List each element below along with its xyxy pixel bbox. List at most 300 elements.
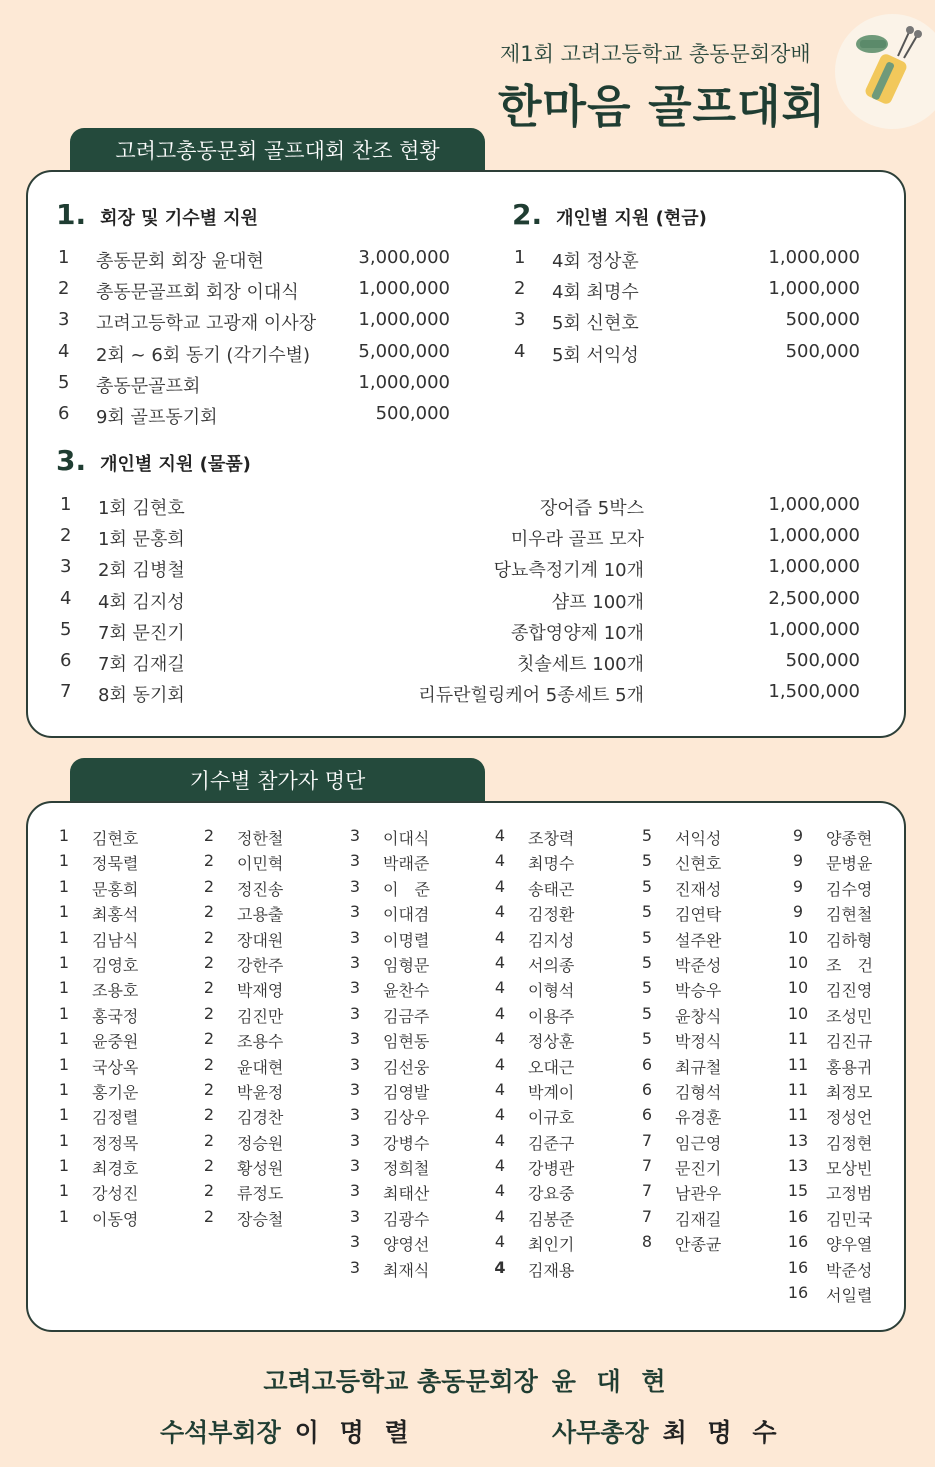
participant-generation: 3 [349,902,361,922]
sponsor-row [514,341,860,365]
participant-generation: 6 [641,1105,653,1125]
participant-generation: 4 [494,1156,506,1176]
section-3-number: 3. [56,444,87,477]
row-amount: 500,000 [785,309,860,331]
participant-name: 김정렬 [92,1108,139,1128]
row-number: 6 [58,403,70,424]
participant-name: 임형문 [383,955,430,975]
participant-name: 박정식 [675,1032,722,1052]
row-name: 1회 김현호 [98,498,185,519]
row-item: 장어즙 5박스 [539,498,644,519]
participant-generation: 2 [203,1206,215,1226]
participant-name: 정묵렬 [92,854,139,874]
row-name: 2회 ~ 6회 동기 (각기수별) [96,344,311,366]
row-amount: 1,000,000 [768,525,860,547]
participant-name: 류정도 [237,1184,284,1204]
row-number: 4 [514,340,526,362]
participant-generation: 4 [494,927,506,947]
participant-generation: 10 [787,952,809,972]
participant-generation: 11 [787,1079,809,1099]
sponsor-row [58,403,450,427]
row-amount: 5,000,000 [358,340,450,362]
participant-name: 김연탁 [675,905,722,925]
participant-generation: 13 [787,1130,809,1150]
participant-generation: 9 [792,851,804,871]
participant-name: 박승우 [675,981,722,1001]
participant-name: 고정범 [826,1184,873,1204]
row-number: 2 [514,278,526,300]
participant-generation: 16 [787,1206,809,1226]
participant-generation: 3 [349,876,361,896]
participant-name: 윤찬수 [383,981,430,1001]
participant-generation: 4 [494,851,506,871]
sponsor-row [58,372,450,396]
participant-name: 이대식 [383,829,430,848]
row-number: 3 [514,309,526,331]
participant-name: 임현동 [383,1032,430,1052]
participant-name: 윤창식 [675,1006,722,1026]
participant-name: 윤중원 [92,1032,139,1052]
donation-row [60,650,860,674]
vice-president-signature [160,1413,415,1449]
participant-name: 홍국정 [92,1006,139,1026]
sponsor-row [514,247,860,271]
participant-name: 김영호 [92,955,139,975]
participant-generation: 2 [203,927,215,947]
row-name: 2회 김병철 [98,560,185,582]
participant-name: 최명수 [528,854,575,874]
participant-name: 송태곤 [528,879,575,899]
donation-row [60,681,860,705]
participant-name: 김현호 [92,829,139,848]
participant-name: 홍용귀 [826,1057,873,1077]
participant-generation: 7 [641,1130,653,1150]
participant-generation: 4 [494,1257,506,1277]
row-amount: 1,000,000 [768,494,860,515]
row-name: 1회 문홍희 [98,529,185,551]
participant-generation: 3 [349,927,361,947]
participant-name: 최규철 [675,1057,722,1077]
participant-generation: 3 [349,1003,361,1023]
row-item: 칫솔세트 100개 [516,654,644,675]
sponsor-panel [26,170,906,738]
section-3-label: 개인별 지원 (물품) [100,454,251,475]
row-item: 샴프 100개 [551,591,644,613]
participant-name: 홍기운 [92,1082,139,1102]
participant-generation: 4 [494,902,506,922]
participant-generation: 1 [58,1079,70,1099]
participant-name: 조창력 [528,829,575,848]
event-title: 한마음 골프대회 [498,80,826,133]
participant-generation: 3 [349,1054,361,1074]
participant-generation: 2 [203,978,215,998]
participant-name: 김하형 [826,930,873,950]
participant-generation: 5 [641,876,653,896]
participant-name: 김경찬 [237,1108,284,1128]
participant-generation: 4 [494,978,506,998]
participant-generation: 4 [494,1054,506,1074]
participant-generation: 5 [641,952,653,972]
row-number: 1 [60,494,72,515]
participant-generation: 1 [58,927,70,947]
secretary-general-name: 최 명 수 [662,1418,783,1447]
participant-name: 김금주 [383,1006,430,1026]
row-amount: 1,500,000 [768,681,860,703]
participant-name: 모상빈 [826,1159,873,1179]
participant-generation: 3 [349,851,361,871]
participant-generation: 7 [641,1181,653,1201]
participant-name: 김재용 [528,1260,575,1280]
participant-name: 최경호 [92,1159,139,1179]
participant-name: 이규호 [528,1108,575,1128]
row-number: 4 [58,340,70,362]
participant-name: 조용수 [237,1032,284,1052]
participant-name: 문홍희 [92,879,139,899]
participant-generation: 1 [58,1029,70,1049]
section-2-label: 개인별 지원 (현금) [556,208,707,229]
participant-name: 이용주 [528,1006,575,1026]
row-name: 총동문골프회 [96,375,201,397]
participant-name: 문병윤 [826,854,873,874]
row-name: 4회 최명수 [552,282,639,304]
participant-generation: 4 [494,1130,506,1150]
participant-name: 김현철 [826,905,873,925]
participant-generation: 5 [641,1003,653,1023]
row-number: 6 [60,650,72,671]
section-2-heading [512,198,707,231]
participant-name: 박윤정 [237,1082,284,1102]
participant-name: 김정현 [826,1133,873,1153]
vice-president-title: 수석부회장 [160,1418,281,1447]
participant-name: 강한주 [237,955,284,975]
participant-generation: 2 [203,1003,215,1023]
participant-name: 이동영 [92,1209,139,1229]
participant-generation: 5 [641,902,653,922]
section-2-number: 2. [512,198,543,231]
row-amount: 500,000 [785,650,860,671]
participant-generation: 3 [349,1156,361,1176]
participant-name: 정승원 [237,1133,284,1153]
participant-name: 이형석 [528,981,575,1001]
participant-name: 조성민 [826,1006,873,1026]
participant-name: 최태산 [383,1184,430,1204]
participant-name: 김정환 [528,905,575,925]
participant-generation: 2 [203,876,215,896]
participant-generation: 3 [349,1105,361,1125]
participant-name: 김민국 [826,1209,873,1229]
row-amount: 500,000 [785,340,860,362]
row-name: 고려고등학교 고광재 이사장 [96,313,317,335]
participant-name: 강병수 [383,1133,430,1153]
participant-generation: 4 [494,1232,506,1252]
row-amount: 2,500,000 [768,587,860,609]
participant-generation: 4 [494,952,506,972]
participant-name: 남관우 [675,1184,722,1204]
participant-name: 장대원 [237,930,284,950]
participant-name: 김광수 [383,1209,430,1229]
president-title: 고려고등학교 총동문회장 [263,1367,538,1396]
participant-name: 이 준 [383,879,430,899]
participant-generation: 9 [792,876,804,896]
participant-name: 김형석 [675,1082,722,1102]
participant-generation: 2 [203,1156,215,1176]
participant-name: 김준구 [528,1133,575,1153]
participant-generation: 6 [641,1054,653,1074]
row-number: 3 [58,309,70,331]
president-name: 윤 대 현 [551,1367,672,1396]
participant-generation: 1 [58,826,70,845]
sponsor-section-tab: 고려고총동문회 골프대회 찬조 현황 [70,128,485,172]
participant-name: 김진만 [237,1006,284,1026]
row-number: 5 [60,618,72,640]
participant-generation: 2 [203,1079,215,1099]
section-1-label: 회장 및 기수별 지원 [100,208,259,229]
participant-generation: 11 [787,1029,809,1049]
participant-generation: 7 [641,1156,653,1176]
vice-president-name: 이 명 렬 [294,1418,415,1447]
participant-generation: 5 [641,927,653,947]
participant-generation: 2 [203,902,215,922]
row-number: 3 [60,556,72,578]
participant-name: 김선웅 [383,1057,430,1077]
participant-generation: 1 [58,1181,70,1201]
row-number: 1 [58,247,70,268]
participant-name: 최재식 [383,1260,430,1280]
participant-generation: 4 [494,1206,506,1226]
secretary-general-title: 사무총장 [552,1418,649,1447]
participant-name: 양영선 [383,1235,430,1255]
participant-generation: 5 [641,978,653,998]
participant-name: 양우열 [826,1235,873,1255]
row-name: 7회 김재길 [98,654,185,675]
donation-row [60,619,860,643]
participant-name: 서일렬 [826,1286,873,1306]
row-amount: 1,000,000 [768,278,860,300]
participant-generation: 13 [787,1156,809,1176]
participant-generation: 1 [58,1105,70,1125]
row-item: 리듀란힐링케어 5종세트 5개 [418,685,644,707]
participant-name: 강병관 [528,1159,575,1179]
participant-generation: 1 [58,952,70,972]
participant-name: 진재성 [675,879,722,899]
participant-name: 박래준 [383,854,430,874]
row-name: 9회 골프동기회 [96,407,218,428]
participant-name: 김수영 [826,879,873,899]
participant-name: 임근영 [675,1133,722,1153]
row-number: 2 [60,525,72,547]
participant-generation: 1 [58,1130,70,1150]
participant-generation: 3 [349,1206,361,1226]
row-name: 7회 문진기 [98,622,185,644]
row-amount: 1,000,000 [358,278,450,300]
row-amount: 1,000,000 [768,556,860,578]
row-amount: 1,000,000 [358,371,450,393]
participant-generation: 3 [349,1232,361,1252]
row-amount: 3,000,000 [358,247,450,268]
participant-name: 정성언 [826,1108,873,1128]
participant-generation: 1 [58,1206,70,1226]
row-amount: 500,000 [375,403,450,424]
participant-name: 조용호 [92,981,139,1001]
participant-generation: 5 [641,851,653,871]
row-name: 4회 김지성 [98,591,185,613]
section-3-heading [56,444,251,477]
row-name: 총동문골프회 회장 이대식 [96,282,299,304]
participant-name: 이민혁 [237,854,284,874]
participant-generation: 2 [203,1130,215,1150]
participant-name: 이대겸 [383,905,430,925]
participant-name: 문진기 [675,1159,722,1179]
row-number: 4 [60,587,72,609]
participant-name: 유경훈 [675,1108,722,1128]
participant-generation: 4 [494,1181,506,1201]
participant-generation: 1 [58,851,70,871]
participant-generation: 10 [787,978,809,998]
roster-panel [26,801,906,1332]
participant-generation: 2 [203,826,215,845]
event-subtitle: 제1회 고려고등학교 총동문회장배 [500,42,811,66]
participant-generation: 3 [349,1029,361,1049]
participant-name: 양종현 [826,829,873,848]
row-name: 4회 정상훈 [552,251,639,272]
participant-generation: 1 [58,902,70,922]
roster-section-tab: 기수별 참가자 명단 [70,758,485,802]
participant-name: 박재영 [237,981,284,1001]
row-item: 당뇨측정기계 10개 [493,560,644,582]
participant-name: 최인기 [528,1235,575,1255]
participant-name: 윤대현 [237,1057,284,1077]
participant-generation: 10 [787,1003,809,1023]
participant-generation: 9 [792,826,804,845]
participant-generation: 11 [787,1054,809,1074]
participant-generation: 9 [792,902,804,922]
donation-row [60,588,860,612]
participant-generation: 3 [349,952,361,972]
row-number: 2 [58,278,70,300]
participant-name: 오대근 [528,1057,575,1077]
sponsor-row [58,309,450,333]
row-number: 5 [58,371,70,393]
participant-name: 신현호 [675,854,722,874]
participant-generation: 5 [641,826,653,845]
participant-generation: 4 [494,1029,506,1049]
participant-name: 설주완 [675,930,722,950]
participant-name: 고용출 [237,905,284,925]
participant-name: 김영발 [383,1082,430,1102]
sponsor-row [514,309,860,333]
participant-name: 국상옥 [92,1057,139,1077]
row-name: 총동문회 회장 윤대현 [96,251,264,272]
participant-generation: 4 [494,1079,506,1099]
secretary-general-signature [552,1413,782,1449]
participant-generation: 1 [58,876,70,896]
participant-name: 황성원 [237,1159,284,1179]
participant-generation: 3 [349,826,361,845]
participant-generation: 1 [58,1054,70,1074]
participant-generation: 3 [349,1079,361,1099]
participant-generation: 2 [203,1105,215,1125]
row-number: 1 [514,247,526,268]
participant-generation: 2 [203,1029,215,1049]
participant-generation: 2 [203,851,215,871]
participant-name: 김상우 [383,1108,430,1128]
row-amount: 1,000,000 [768,247,860,268]
row-amount: 1,000,000 [768,618,860,640]
row-name: 5회 서익성 [552,344,639,366]
participant-generation: 7 [641,1206,653,1226]
participant-generation: 6 [641,1079,653,1099]
row-amount: 1,000,000 [358,309,450,331]
sponsor-row [58,278,450,302]
participant-name: 강요중 [528,1184,575,1204]
sponsor-row [514,278,860,302]
participant-name: 박준성 [675,955,722,975]
donation-row [60,525,860,549]
participant-generation: 16 [787,1232,809,1252]
participant-generation: 2 [203,952,215,972]
participant-generation: 16 [787,1257,809,1277]
participant-generation: 10 [787,927,809,947]
participant-generation: 4 [494,826,506,845]
participant-generation: 4 [494,1003,506,1023]
sponsor-row [58,341,450,365]
participant-generation: 4 [494,1105,506,1125]
participant-generation: 3 [349,1181,361,1201]
participant-generation: 16 [787,1283,809,1303]
donation-row [60,556,860,580]
participant-generation: 8 [641,1232,653,1252]
row-item: 종합영양제 10개 [511,622,644,644]
sponsor-row [58,247,450,271]
participant-generation: 2 [203,1054,215,1074]
participant-name: 김지성 [528,930,575,950]
participant-generation: 3 [349,1257,361,1277]
participant-name: 박계이 [528,1082,575,1102]
participant-name: 이명렬 [383,930,430,950]
row-name: 5회 신현호 [552,313,639,335]
participant-name: 최정모 [826,1082,873,1102]
participant-name: 김진영 [826,981,873,1001]
section-1-number: 1. [56,198,87,231]
president-signature [0,1362,935,1398]
participant-name: 김봉준 [528,1209,575,1229]
participant-generation: 3 [349,1130,361,1150]
participant-name: 김진규 [826,1032,873,1052]
participant-name: 김남식 [92,930,139,950]
golf-bag-icon [835,14,935,129]
row-item: 미우라 골프 모자 [510,529,644,551]
participant-name: 정상훈 [528,1032,575,1052]
participant-generation: 2 [203,1181,215,1201]
participant-name: 조 건 [826,955,873,975]
participant-name: 장승철 [237,1209,284,1229]
participant-name: 최홍석 [92,905,139,925]
participant-generation: 4 [494,876,506,896]
participant-generation: 3 [349,978,361,998]
participant-generation: 15 [787,1181,809,1201]
participant-name: 정진송 [237,879,284,899]
participant-generation: 1 [58,1156,70,1176]
participant-name: 안종균 [675,1235,722,1255]
participant-name: 정희철 [383,1159,430,1179]
participant-name: 정한철 [237,829,284,848]
participant-name: 서의종 [528,955,575,975]
donation-row [60,494,860,518]
row-name: 8회 동기회 [98,685,185,707]
participant-generation: 11 [787,1105,809,1125]
participant-generation: 1 [58,978,70,998]
participant-name: 서익성 [675,829,722,848]
